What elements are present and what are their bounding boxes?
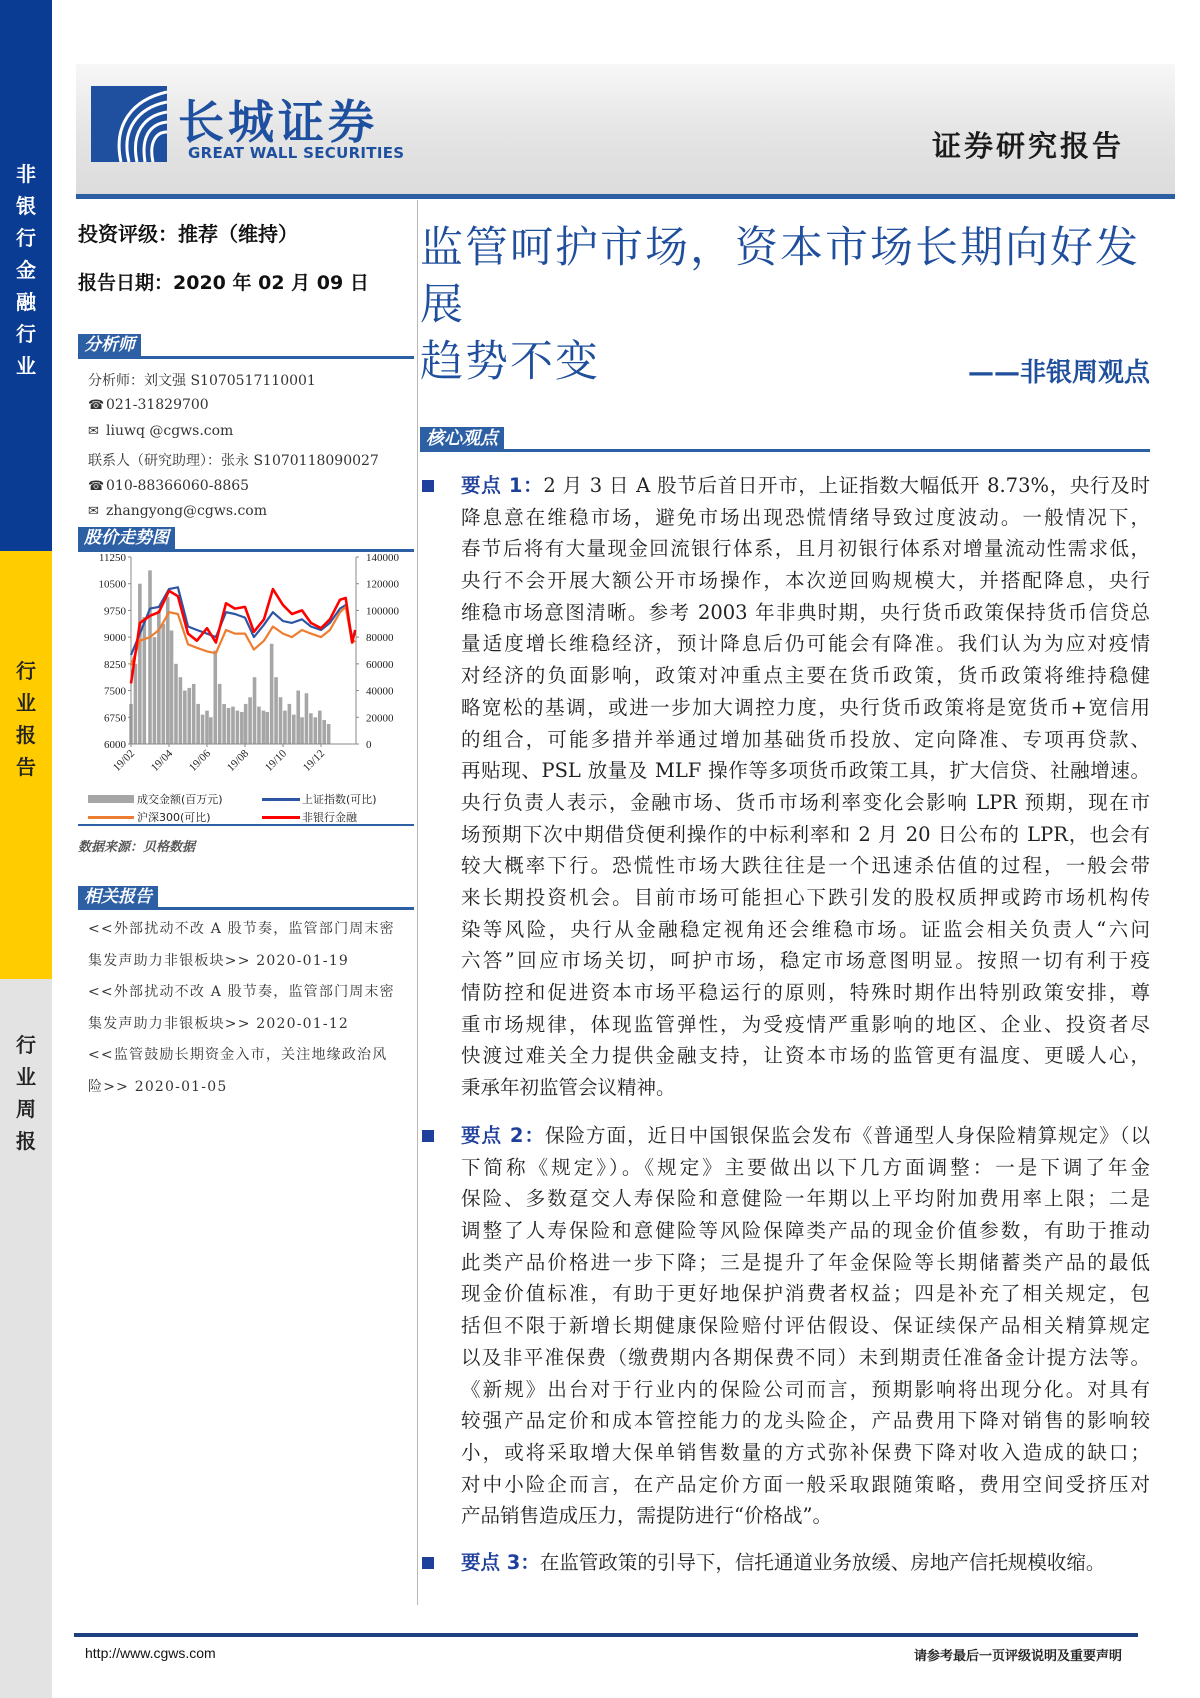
logo-text-cn: 长城证券	[178, 95, 378, 149]
report-title-line: 趋势不变	[420, 337, 600, 387]
volume-bar	[196, 704, 200, 744]
key-point-line	[461, 819, 1150, 851]
sidebar-char: 业	[16, 354, 36, 378]
volume-bar	[262, 711, 266, 744]
key-point-line	[461, 1247, 1150, 1279]
key-point-text: 六答”回应市场关切，呵护市场，稳定市场意图明显。按照一切有利于疫	[461, 949, 1150, 973]
left-axis-tick-label: 9000	[104, 632, 126, 645]
volume-bar	[257, 707, 261, 744]
key-point-line	[461, 1120, 1150, 1152]
key-point-text: 央行负责人表示，金融市场、货币市场利率变化会影响 LPR 预期，现在市	[461, 790, 1150, 814]
legend-nonbank-swatch	[262, 816, 300, 819]
volume-bar	[174, 664, 178, 744]
volume-bar	[227, 708, 231, 744]
volume-bar	[309, 713, 313, 744]
volume-bar	[213, 651, 217, 745]
email-icon: ✉	[88, 424, 99, 439]
right-axis-tick-label: 120000	[366, 578, 399, 591]
volume-bar	[236, 711, 240, 744]
key-point-line	[461, 660, 1150, 692]
related-report-link[interactable]: 险>> 2020-01-05	[88, 1079, 228, 1095]
analyst-divider	[78, 356, 414, 359]
volume-bar	[244, 704, 248, 744]
key-point-line	[461, 1072, 1150, 1104]
core-views-heading: 核心观点	[420, 427, 504, 450]
volume-bar	[209, 717, 213, 744]
sidebar-char: 金	[16, 258, 36, 282]
x-axis-tick-label: 19/04	[148, 747, 176, 774]
key-point-line	[461, 628, 1150, 660]
volume-bar	[318, 711, 322, 744]
right-axis-tick-label: 40000	[366, 685, 394, 698]
left-axis-tick-label: 6750	[104, 712, 126, 725]
volume-bar	[274, 677, 278, 744]
key-point-line	[461, 724, 1150, 756]
key-point-line	[461, 1437, 1150, 1469]
right-axis-tick-label: 0	[366, 739, 372, 751]
left-axis-tick-label: 10500	[98, 578, 126, 591]
volume-bar	[170, 630, 174, 744]
sidebar-char: 告	[16, 755, 36, 779]
x-axis-tick-label: 19/02	[110, 747, 138, 774]
key-point-line	[461, 787, 1150, 819]
analyst-contact-line	[88, 370, 316, 390]
sidebar-industry	[0, 0, 52, 551]
stock-price-chart	[70, 552, 420, 792]
key-point-line	[461, 882, 1150, 914]
key-point-text: 染等风险，央行从金融稳定视角还会维稳市场。证监会相关负责人“六问	[461, 917, 1150, 941]
key-point-text: 春节后将有大量现金回流银行体系，且月初银行体系对增量流动性需求低，	[461, 537, 1150, 561]
key-point-text: 现金价值标准，有助于更好地保护消费者权益；四是补充了相关规定，包	[461, 1282, 1150, 1306]
related-report-link[interactable]: <<外部扰动不改 A 股节奏，监管部门周末密	[88, 921, 395, 937]
key-point-line	[461, 1152, 1150, 1184]
analyst-contact-text: liuwq @cgws.com	[106, 423, 234, 439]
key-point-line	[461, 1278, 1150, 1310]
key-point-text: 括但不限于新增长期健康保险赔付评估假设、保证续保产品相关精算规定	[461, 1314, 1150, 1338]
key-point-text: 场预期下次中期借贷便利操作的中标利率和 2 月 20 日公布的 LPR，也会有	[461, 822, 1150, 846]
volume-bar	[305, 693, 309, 744]
volume-bar	[231, 707, 235, 744]
key-point-line	[461, 1009, 1150, 1041]
analyst-contact-line[interactable]	[88, 503, 267, 519]
volume-bar	[153, 637, 157, 744]
key-point-line	[461, 1215, 1150, 1247]
sidebar-char: 融	[16, 290, 36, 314]
related-reports-heading: 相关报告	[78, 886, 158, 909]
volume-bar	[179, 677, 183, 744]
key-point-line	[461, 1405, 1150, 1437]
investment-rating: 投资评级：推荐（维持）	[78, 222, 298, 246]
key-point-label: 要点 3：	[461, 1551, 540, 1574]
report-title-line: 监管呵护市场，资本市场长期向好发展	[420, 223, 1140, 330]
related-report-link[interactable]: 集发声助力非银板块>> 2020-01-12	[88, 1015, 350, 1032]
key-point-line	[461, 692, 1150, 724]
key-point-line	[461, 977, 1150, 1009]
sidebar-char: 周	[16, 1097, 36, 1121]
key-point-text: 下简称《规定》）。《规定》主要做出以下几方面调整：一是下调了年金	[461, 1155, 1150, 1179]
analyst-contact-text: 联系人（研究助理）：张永 S1070118090027	[88, 453, 379, 469]
sidebar-char: 报	[16, 723, 36, 747]
volume-bar	[143, 617, 147, 744]
sidebar-char: 业	[16, 1065, 36, 1089]
key-point-line	[461, 945, 1150, 977]
email-icon: ✉	[88, 504, 99, 519]
key-point-line	[461, 850, 1150, 882]
key-point-text: 2 月 3 日 A 股节后首日开市，上证指数大幅低开 8.73%，央行及时	[543, 474, 1150, 497]
volume-bar	[183, 691, 187, 744]
analyst-contact-line[interactable]	[88, 423, 233, 439]
key-point-text: 小，或将采取增大保单销售数量的方式弥补保费下降对收入造成的缺口；	[461, 1440, 1150, 1464]
key-point-text: 降息意在维稳市场，避免市场出现恐慌情绪导致过度波动。一般情况下，	[461, 505, 1150, 529]
volume-bar	[134, 664, 138, 744]
volume-bar	[322, 720, 326, 744]
volume-bar	[138, 584, 142, 744]
volume-bar	[296, 691, 300, 744]
logo-icon	[91, 86, 167, 162]
key-point-text: 此类产品价格进一步下降；三是提升了年金保险等长期储蓄类产品的最低	[461, 1250, 1150, 1274]
chart-bottom-divider	[78, 824, 414, 826]
key-point-line	[461, 1547, 1150, 1579]
bullet-square-icon	[422, 1557, 434, 1569]
key-point-text: 情防控和促进资本市场平稳运行的原则，特殊时期作出特别政策安排，尊	[461, 981, 1150, 1004]
volume-bar	[148, 570, 152, 744]
right-axis-tick-label: 60000	[366, 658, 394, 671]
report-date: 报告日期：2020 年 02 月 09 日	[78, 272, 369, 294]
key-point-label: 要点 1：	[461, 474, 544, 497]
key-point-line	[461, 1040, 1150, 1072]
volume-bar	[288, 704, 292, 744]
volume-bar	[265, 712, 269, 744]
key-point-line	[461, 1310, 1150, 1342]
key-point-text: 秉承年初监管会议精神。	[461, 1076, 676, 1100]
left-axis-tick-label: 6000	[104, 739, 126, 751]
left-axis-tick-label: 8250	[104, 658, 126, 671]
x-axis-tick-label: 19/08	[224, 747, 252, 774]
volume-bar	[248, 697, 252, 744]
sidebar-report-type	[0, 551, 52, 979]
volume-bar	[166, 597, 170, 744]
analyst-contact-text: 010-88366060-8865	[106, 478, 250, 494]
volume-bar	[218, 684, 222, 744]
key-point-text: 对中小险企而言，在产品定价方面一般采取跟随策略，费用空间受挤压对	[461, 1472, 1150, 1496]
analyst-contact-line	[88, 450, 379, 470]
volume-bar	[162, 624, 166, 744]
logo-text-en: GREAT WALL SECURITIES	[188, 144, 405, 162]
key-point-text: 调整了人寿保险和意健险等风险保障类产品的现金价值参数，有助于推动	[461, 1219, 1150, 1243]
legend-sh-index-swatch	[262, 798, 300, 801]
footer-divider	[74, 1633, 1138, 1637]
left-axis-tick-label: 9750	[104, 605, 126, 618]
key-point-text: 产品销售造成压力，需提防进行“价格战”。	[461, 1504, 832, 1528]
analyst-contact-text: zhangyong@cgws.com	[106, 503, 267, 519]
right-axis-tick-label: 20000	[366, 712, 394, 725]
volume-bar	[205, 711, 209, 744]
sidebar-char: 行	[16, 659, 36, 683]
volume-bar	[222, 704, 226, 744]
key-point-text: 快渡过难关全力提供金融支持，让资本市场的监管更有温度、更暖人心，	[461, 1044, 1150, 1068]
key-point-line	[461, 914, 1150, 946]
volume-bar	[253, 677, 257, 744]
phone-icon: ☎	[88, 398, 105, 413]
volume-bar	[279, 697, 283, 744]
volume-bar	[283, 711, 287, 744]
key-point-line	[461, 597, 1150, 629]
key-point-text: 《新规》出台对于行业内的保险公司而言，预期影响将出现分化。对具有	[461, 1377, 1150, 1401]
bullet-square-icon	[422, 480, 434, 492]
key-point-line	[461, 533, 1150, 565]
sidebar-char: 银	[16, 194, 36, 218]
key-point-text: 的组合，可能多措并举通过增加基础货币投放、定向降准、专项再贷款、	[461, 727, 1150, 751]
key-point-text: 较强产品定价和成本管控能力的龙头险企，产品费用下降对销售的影响较	[461, 1409, 1150, 1433]
left-axis-tick-label: 7500	[104, 685, 126, 698]
volume-bar	[314, 717, 318, 744]
volume-bar	[327, 724, 331, 744]
volume-bar	[300, 717, 304, 744]
volume-bar	[292, 715, 296, 744]
key-point-text: 央行不会开展大额公开市场操作，本次逆回购规模大，并搭配降息，央行	[461, 569, 1150, 593]
volume-bar	[201, 715, 205, 744]
sidebar-char: 行	[16, 322, 36, 346]
right-axis-tick-label: 80000	[366, 632, 394, 645]
x-axis-tick-label: 19/06	[186, 747, 214, 774]
analyst-contact-text: 021-31829700	[106, 397, 209, 413]
legend-volume-swatch	[88, 795, 134, 803]
related-report-link[interactable]: 集发声助力非银板块>> 2020-01-19	[88, 952, 350, 969]
key-point-line	[461, 470, 1150, 502]
key-point-line	[461, 1183, 1150, 1215]
footer-website-link[interactable]: http://www.cgws.com	[85, 1645, 216, 1661]
key-point-line	[461, 1469, 1150, 1501]
key-point-2	[420, 1120, 1150, 1532]
analyst-contact-line	[88, 397, 209, 413]
key-point-line	[461, 1342, 1150, 1374]
key-point-text: 量适度增长维稳经济，预计降息后仍可能会有降准。我们认为为应对疫情	[461, 632, 1150, 656]
legend-hs300-label: 沪深300(可比)	[137, 811, 211, 824]
key-point-text: 略宽松的基调，或进一步加大调控力度，央行货币政策将是宽货币+宽信用	[461, 695, 1150, 719]
sidebar-char: 行	[16, 226, 36, 250]
chart-source: 数据来源：贝格数据	[78, 840, 196, 855]
volume-bar	[270, 644, 274, 744]
left-axis-tick-label: 11250	[98, 552, 126, 564]
sidebar-report-frequency	[0, 979, 52, 1698]
key-point-label: 要点 2：	[461, 1124, 545, 1147]
x-axis-tick-label: 19/12	[300, 747, 328, 774]
analyst-contact-line	[88, 478, 249, 494]
footer-disclaimer: 请参考最后一页评级说明及重要声明	[913, 1649, 1122, 1664]
report-subtitle: ——非银周观点	[967, 358, 1150, 388]
key-point-1	[420, 470, 1150, 1104]
legend-hs300-swatch	[88, 816, 134, 819]
core-views-divider	[420, 449, 1150, 452]
key-point-line	[461, 565, 1150, 597]
right-axis-tick-label: 140000	[366, 552, 399, 564]
volume-bar	[187, 688, 191, 744]
key-point-text: 保险方面，近日中国银保监会发布《普通型人身保险精算规定》（以	[545, 1124, 1150, 1147]
legend-sh-index-label: 上证指数(可比)	[302, 793, 377, 806]
sidebar-char: 报	[16, 1129, 36, 1153]
key-point-text: 重市场规律，体现监管弹性，为受疫情严重影响的地区、企业、投资者尽	[461, 1012, 1150, 1036]
sidebar-char: 业	[16, 691, 36, 715]
key-point-text: 再贴现、PSL 放量及 MLF 操作等多项货币政策工具，扩大信贷、社融增速。	[461, 759, 1150, 783]
key-point-line	[461, 502, 1150, 534]
header-divider	[76, 194, 1175, 199]
analyst-heading: 分析师	[78, 334, 141, 357]
key-point-line	[461, 755, 1150, 787]
key-point-text: 来长期投资机会。目前市场可能担心下跌引发的股权质押或跨市场机构传	[461, 885, 1150, 909]
bullet-square-icon	[422, 1130, 434, 1142]
key-point-text: 维稳市场意图清晰。参考 2003 年非典时期，央行货币政策保持货币信贷总	[461, 600, 1150, 624]
column-divider	[417, 200, 418, 1605]
key-point-text: 对经济的负面影响，政策对冲重点主要在货币政策，货币政策将维持稳健	[461, 664, 1150, 688]
sidebar-char: 行	[16, 1033, 36, 1057]
sidebar-char: 非	[16, 162, 36, 186]
legend-nonbank-label: 非银行金融	[302, 811, 357, 824]
key-point-text: 较大概率下行。恐慌性市场大跌往往是一个迅速杀估值的过程，一般会带	[461, 854, 1150, 878]
key-point-text: 在监管政策的引导下，信托通道业务放缓、房地产信托规模收缩。	[539, 1551, 1106, 1574]
related-report-link[interactable]: <<监管鼓励长期资金入市，关注地缘政治风	[88, 1047, 388, 1064]
key-point-line	[461, 1374, 1150, 1406]
key-point-3	[420, 1547, 1150, 1579]
report-type-label: 证券研究报告	[932, 129, 1125, 163]
x-axis-tick-label: 19/10	[262, 747, 290, 774]
analyst-contact-text: 分析师：刘文强 S1070517110001	[88, 373, 316, 389]
key-point-line	[461, 1500, 1150, 1532]
right-axis-tick-label: 100000	[366, 605, 399, 618]
key-point-text: 以及非平准保费（缴费期内各期保费不同）未到期责任准备金计提方法等。	[461, 1345, 1150, 1369]
related-reports-divider	[78, 907, 414, 910]
related-report-link[interactable]: <<外部扰动不改 A 股节奏，监管部门周末密	[88, 984, 395, 1001]
phone-icon: ☎	[88, 479, 105, 494]
volume-bar	[240, 712, 244, 744]
legend-volume-label: 成交金额(百万元)	[137, 793, 223, 806]
key-point-text: 保险、多数趸交人寿保险和意健险一年期以上平均附加费用率上限；二是	[461, 1187, 1150, 1211]
chart-heading: 股价走势图	[78, 527, 175, 550]
volume-bar	[192, 684, 196, 744]
